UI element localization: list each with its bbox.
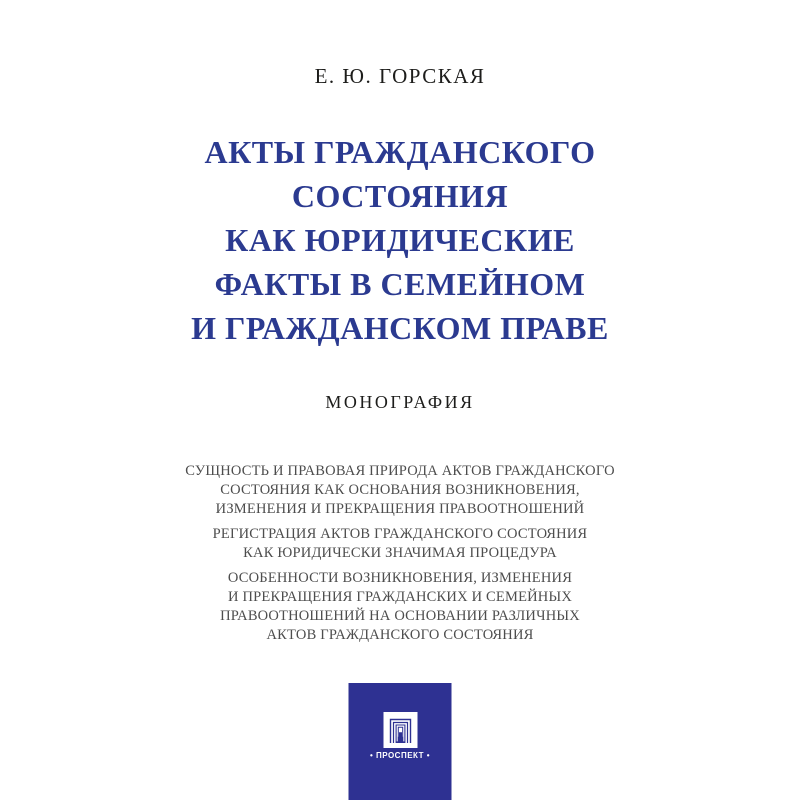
publisher-name-label: • ПРОСПЕКТ •	[369, 751, 431, 760]
topic-3-line-4: АКТОВ ГРАЖДАНСКОГО СОСТОЯНИЯ	[266, 627, 534, 643]
topic-3-line-1: ОСОБЕННОСТИ ВОЗНИКНОВЕНИЯ, ИЗМЕНЕНИЯ	[227, 570, 573, 586]
topics-list	[0, 462, 800, 651]
topic-paragraph-1	[0, 462, 800, 519]
prospekt-logo-icon	[383, 712, 417, 748]
book-title	[0, 130, 800, 350]
topic-1-line-3: ИЗМЕНЕНИЯ И ПРЕКРАЩЕНИЯ ПРАВООТНОШЕНИЙ	[215, 501, 585, 517]
topic-3-line-2: И ПРЕКРАЩЕНИЯ ГРАЖДАНСКИХ И СЕМЕЙНЫХ	[228, 589, 572, 605]
topic-1-line-2: СОСТОЯНИЯ КАК ОСНОВАНИЯ ВОЗНИКНОВЕНИЯ,	[220, 482, 580, 498]
topic-2-line-1: РЕГИСТРАЦИЯ АКТОВ ГРАЖДАНСКОГО СОСТОЯНИЯ	[212, 526, 588, 542]
topic-2-line-2: КАК ЮРИДИЧЕСКИ ЗНАЧИМАЯ ПРОЦЕДУРА	[243, 545, 557, 561]
subtitle-monograph: МОНОГРАФИЯ	[325, 392, 475, 412]
title-line-1: АКТЫ ГРАЖДАНСКОГО	[204, 134, 596, 170]
topic-1-line-1: СУЩНОСТЬ И ПРАВОВАЯ ПРИРОДА АКТОВ ГРАЖДАНСКОГО	[185, 463, 615, 479]
topic-3-line-3: ПРАВООТНОШЕНИЙ НА ОСНОВАНИИ РАЗЛИЧНЫХ	[220, 608, 580, 624]
publisher-logo-block	[349, 683, 452, 800]
title-line-3: КАК ЮРИДИЧЕСКИЕ	[225, 222, 575, 258]
title-line-2: СОСТОЯНИЯ	[291, 178, 509, 214]
author-name: Е. Ю. ГОРСКАЯ	[314, 64, 486, 88]
topic-paragraph-2	[0, 525, 800, 563]
topic-paragraph-3	[0, 569, 800, 645]
title-line-4: ФАКТЫ В СЕМЕЙНОМ	[214, 266, 586, 302]
title-line-5: И ГРАЖДАНСКОМ ПРАВЕ	[191, 310, 609, 346]
